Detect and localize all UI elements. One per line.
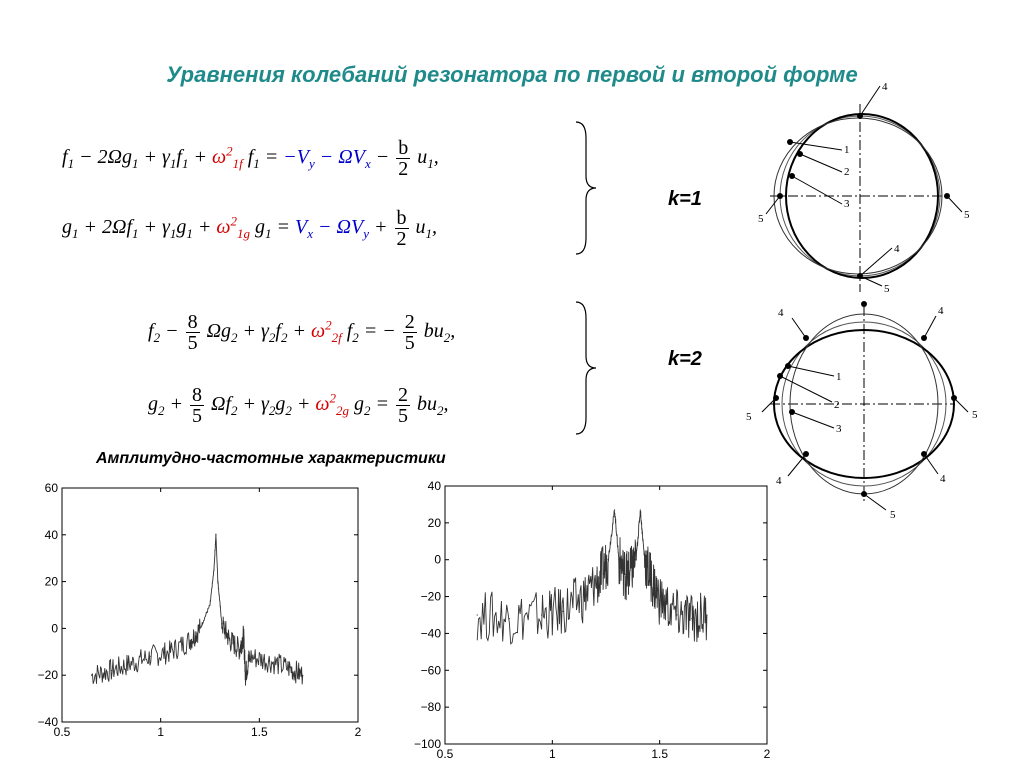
k2-label-2: 2: [834, 399, 840, 411]
x-tick-label: 1.5: [250, 725, 268, 739]
k2-label-4-tl: 4: [778, 307, 784, 319]
equation-k2-1: $f_2$ − $\frac{8}{5}$ $\Omega g_2 + \gamma_2f_2 + \omega^2_{2f}$ $f_2$ = − $\frac{2}{5}$ $bu_2$,: [148, 311, 456, 354]
data-point: [217, 581, 218, 582]
data-point: [584, 596, 585, 597]
y-tick-label: 60: [44, 481, 58, 495]
k2-label-1: 1: [836, 371, 842, 383]
x-tick-label: 0.5: [436, 747, 454, 761]
k2-label-4-br: 4: [940, 473, 946, 485]
k2-label-5-right: 5: [972, 409, 978, 421]
data-point: [245, 675, 246, 676]
data-point: [221, 623, 222, 624]
k2-label: k=2: [668, 348, 702, 370]
data-point: [213, 569, 214, 570]
data-point: [215, 534, 216, 535]
y-tick-label: 40: [44, 527, 58, 542]
data-point: [130, 663, 131, 664]
y-tick-label: −40: [37, 715, 58, 729]
data-point: [150, 656, 151, 657]
data-point: [243, 635, 244, 636]
k1-label-5-right: 5: [964, 209, 970, 221]
k1-label-1: 1: [844, 144, 850, 156]
data-point: [509, 618, 510, 619]
equation-k2-2: $g_2$ + $\frac{8}{5}$ $\Omega f_2 + \gamma_2g_2 + \omega^2_{2g}$ $g_2$ = $\frac{2}{5}$ $bu_2$,: [148, 384, 449, 427]
k2-label-4-tr: 4: [938, 305, 944, 317]
mode-shape-k1-diagram: [740, 80, 980, 300]
frequency-response-chart-k2: [400, 476, 780, 766]
data-point: [676, 614, 677, 615]
data-point: [691, 618, 692, 619]
y-tick-label: −60: [420, 663, 441, 678]
x-tick-label: 2: [354, 725, 362, 739]
k1-label-5-bottom: 5: [884, 283, 890, 295]
y-tick-label: 40: [427, 479, 441, 493]
data-point: [650, 578, 651, 579]
data-point: [644, 559, 645, 560]
data-point: [229, 640, 230, 641]
y-tick-label: −40: [420, 626, 441, 641]
y-tick-label: −100: [413, 737, 441, 751]
k1-label-3: 3: [844, 198, 850, 210]
k2-label-4-bl: 4: [776, 475, 782, 487]
data-point: [625, 574, 626, 575]
data-point: [706, 614, 707, 615]
data-point: [608, 559, 609, 560]
x-tick-label: 2: [763, 747, 771, 761]
y-tick-label: 20: [427, 515, 441, 530]
slide-title: Уравнения колебаний резонатора по первой и второй форме: [166, 62, 858, 87]
data-point: [477, 614, 478, 615]
y-tick-label: −80: [420, 700, 441, 715]
data-point: [599, 578, 600, 579]
data-point: [288, 668, 289, 669]
y-tick-label: 0: [51, 621, 58, 636]
data-point: [111, 670, 112, 671]
y-tick-label: −20: [37, 668, 58, 683]
x-tick-label: 1.5: [651, 747, 669, 761]
k2-label-5-left: 5: [746, 411, 752, 423]
y-tick-label: 20: [44, 574, 58, 589]
equation-k1-1: $f_1 - 2\Omega g_1 + \gamma_1f_1 + \omega^2_{1f}$ $f_1 = -V_y - \Omega V_x$ − $\frac{b}{2}$ $u_1$,: [62, 137, 439, 180]
y-tick-label: −20: [420, 589, 441, 604]
data-point: [91, 675, 92, 676]
k1-label-4-top: 4: [882, 81, 888, 93]
data-point: [209, 604, 210, 605]
frequency-response-chart-k1: [20, 478, 370, 746]
data-point: [541, 614, 542, 615]
plot-frame: [445, 486, 767, 744]
data-point: [629, 574, 630, 575]
k1-label-2: 2: [844, 166, 850, 178]
data-point: [614, 509, 615, 510]
data-point: [635, 559, 636, 560]
data-point: [269, 661, 270, 662]
k1-label-5-left: 5: [758, 213, 764, 225]
brace-k1: [570, 118, 600, 258]
data-point: [618, 559, 619, 560]
k2-label-3: 3: [836, 423, 842, 435]
data-point: [302, 675, 303, 676]
x-tick-label: 0.5: [53, 725, 71, 739]
data-point: [190, 640, 191, 641]
data-point: [640, 509, 641, 510]
k2-label-5-bottom: 5: [890, 509, 896, 521]
data-point: [239, 649, 240, 650]
x-tick-label: 1: [157, 725, 165, 739]
data-point: [249, 656, 250, 657]
data-point: [659, 600, 660, 601]
k1-label-4-bottom: 4: [894, 243, 900, 255]
y-tick-label: 0: [434, 552, 441, 567]
frequency-response-subtitle: Амплитудно-частотные характеристики: [96, 450, 446, 467]
x-tick-label: 1: [548, 747, 556, 761]
brace-k2: [570, 298, 600, 438]
k1-label: k=1: [668, 188, 702, 210]
data-point: [562, 611, 563, 612]
equation-k1-2: $g_1 + 2\Omega f_1 + \gamma_1g_1 + \omega^2_{1g}$ $g_1 = V_x - \Omega V_y$ + $\frac{b}{2}$ $u_1$,: [62, 207, 437, 250]
data-point: [170, 651, 171, 652]
data-point: [200, 628, 201, 629]
